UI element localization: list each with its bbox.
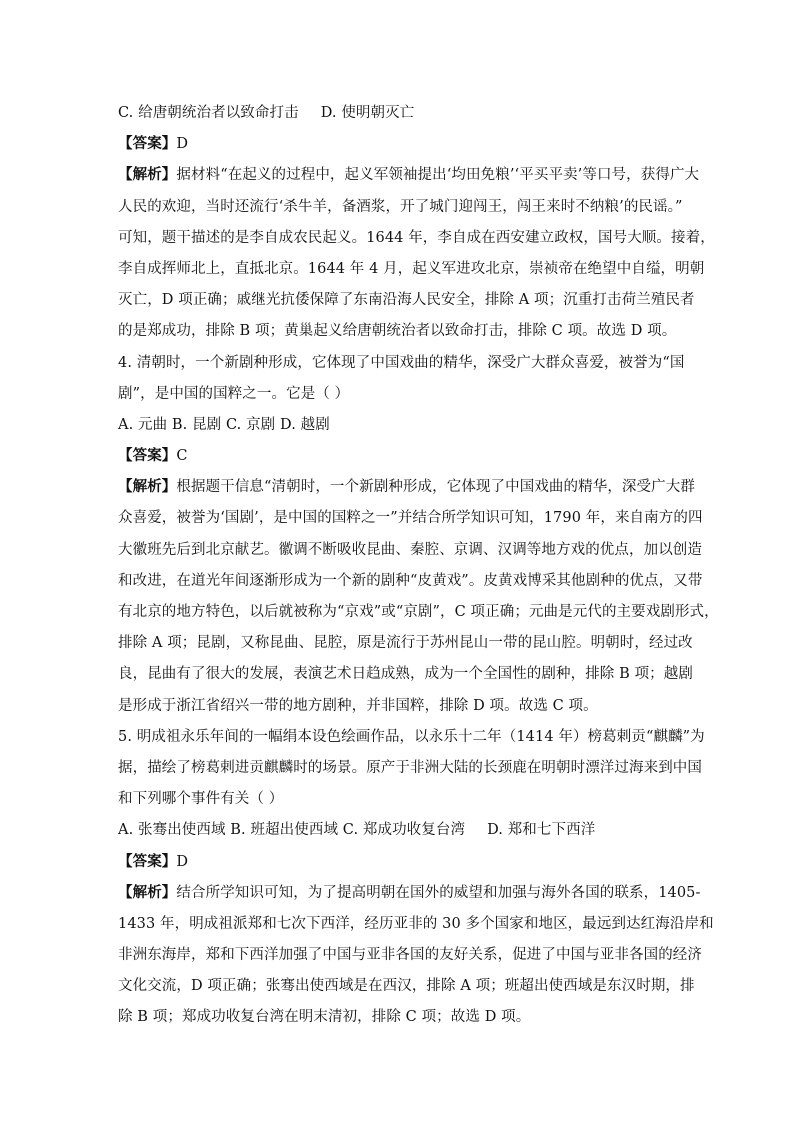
q4-answer: C <box>176 448 188 465</box>
q4-analysis-line <box>118 472 695 503</box>
answer-tag: 【答案】 <box>118 853 177 870</box>
analysis-tag: 【解析】 <box>118 884 177 901</box>
q3-analysis-line: 可知，题干描述的是李自成农民起义。1644 年，李自成在西安建立政权，国号大顺。接着， <box>118 229 715 246</box>
q5-analysis-line: 1433 年，明成祖派郑和七次下西洋，经历亚非的 30 多个国家和地区，最远到达红海沿岸和 <box>118 915 714 932</box>
q3-option-d: D. 使明朝灭亡 <box>320 105 415 121</box>
q3-answer: D <box>176 136 189 153</box>
q5-analysis-line: 除 B 项；郑成功收复台湾在明末清初，排除 C 项；故选 D 项。 <box>118 1009 531 1026</box>
q4-analysis-line: 良，昆曲有了很大的发展，表演艺术日趋成熟，成为一个全国性的剧种，排除 B 项；越剧 <box>118 666 693 683</box>
q4-analysis-line: 众喜爱，被誉为‘国剧’，是中国的国粹之一”并结合所学知识可知，1790 年，来自南方的四 <box>118 510 703 527</box>
q5-analysis-line <box>118 878 701 909</box>
analysis-tag: 【解析】 <box>118 167 177 184</box>
q4-options-line: A. 元曲 B. 昆剧 C. 京剧 D. 越剧 <box>118 416 330 433</box>
q4-answer-line <box>118 441 678 472</box>
q3-option-c: C. 给唐朝统治者以致命打击 <box>118 105 299 121</box>
q4-analysis-line: 有北京的地方特色，以后就被称为“京戏”或“京剧”，C 项正确；元曲是元代的主要戏剧形式， <box>118 604 719 620</box>
q5-options-abc: A. 张骞出使西域 B. 班超出使西域 C. 郑成功收复台湾 <box>118 822 466 839</box>
q4-analysis-line: 大徽班先后到北京献艺。徽调不断吸收昆曲、秦腔、京调、汉调等地方戏的优点，加以创造 <box>118 541 702 558</box>
q5-analysis-text: 结合所学知识可知，为了提高明朝在国外的威望和加强与海外各国的联系，1405- <box>176 884 701 901</box>
q3-analysis-text: 据材料“在起义的过程中，起义军领袖提出‘均田免粮’‘平买平卖’等口号，获得广大 <box>176 167 700 184</box>
q5-answer: D <box>176 853 189 870</box>
q5-analysis-line: 文化交流，D 项正确；张骞出使西域是在西汉，排除 A 项；班超出使西域是东汉时期，排 <box>118 978 695 995</box>
q3-analysis-line: 人民的欢迎，当时还流行‘杀牛羊，备酒浆，开了城门迎闯王，闯王来时不纳粮’的民谣。” <box>118 198 683 215</box>
q4-analysis-text: 根据题干信息“清朝时，一个新剧种形成，它体现了中国戏曲的精华，深受广大群 <box>176 479 695 496</box>
q4-analysis-line: 排除 A 项；昆剧，又称昆曲、昆腔，原是流行于苏州昆山一带的昆山腔。明朝时，经过改 <box>118 635 693 652</box>
q4-stem-line: 4. 清朝时，一个新剧种形成，它体现了中国戏曲的精华，深受广大群众喜爱，被誉为“国 <box>118 354 685 371</box>
document-page <box>118 98 719 1034</box>
q5-answer-line <box>118 847 678 878</box>
q5-analysis-line: 非洲东海岸，郑和下西洋加强了中国与亚非各国的友好关系，促进了中国与亚非各国的经济 <box>118 947 702 964</box>
q3-analysis-line: 李自成挥师北上，直抵北京。1644 年 4 月，起义军进攻北京，崇祯帝在绝望中自缢，明朝 <box>118 260 705 277</box>
q3-answer-line <box>118 129 678 160</box>
q5-stem-line: 5. 明成祖永乐年间的一幅绢本设色绘画作品，以永乐十二年（1414 年）榜葛剌贡“麒麟”为 <box>118 728 705 745</box>
q5-options-line <box>118 815 678 846</box>
q3-options-line <box>118 98 678 129</box>
q3-analysis-line <box>118 160 700 191</box>
q4-stem-line: 剧”，是中国的国粹之一。它是（ ） <box>118 385 350 402</box>
q5-stem-line: 据，描绘了榜葛剌进贡麒麟时的场景。原产于非洲大陆的长颈鹿在明朝时漂洋过海来到中国 <box>118 759 702 776</box>
answer-tag: 【答案】 <box>118 448 177 465</box>
q4-analysis-line: 和改进，在道光年间逐渐形成为一个新的剧种“皮黄戏”。皮黄戏博采其他剧种的优点，又带 <box>118 572 703 589</box>
q5-stem-line: 和下列哪个事件有关（ ） <box>118 791 284 808</box>
answer-tag: 【答案】 <box>118 136 177 153</box>
q4-analysis-line: 是形成于浙江省绍兴一带的地方剧种，并非国粹，排除 D 项。故选 C 项。 <box>118 697 598 714</box>
q3-analysis-line: 灭亡，D 项正确；戚继光抗倭保障了东南沿海人民安全，排除 A 项；沉重打击荷兰殖民者 <box>118 292 695 309</box>
q5-option-d: D. 郑和七下西洋 <box>487 822 596 839</box>
q3-analysis-line: 的是郑成功，排除 B 项；黄巢起义给唐朝统治者以致命打击，排除 C 项。故选 D 项。 <box>118 323 677 340</box>
analysis-tag: 【解析】 <box>118 479 177 496</box>
